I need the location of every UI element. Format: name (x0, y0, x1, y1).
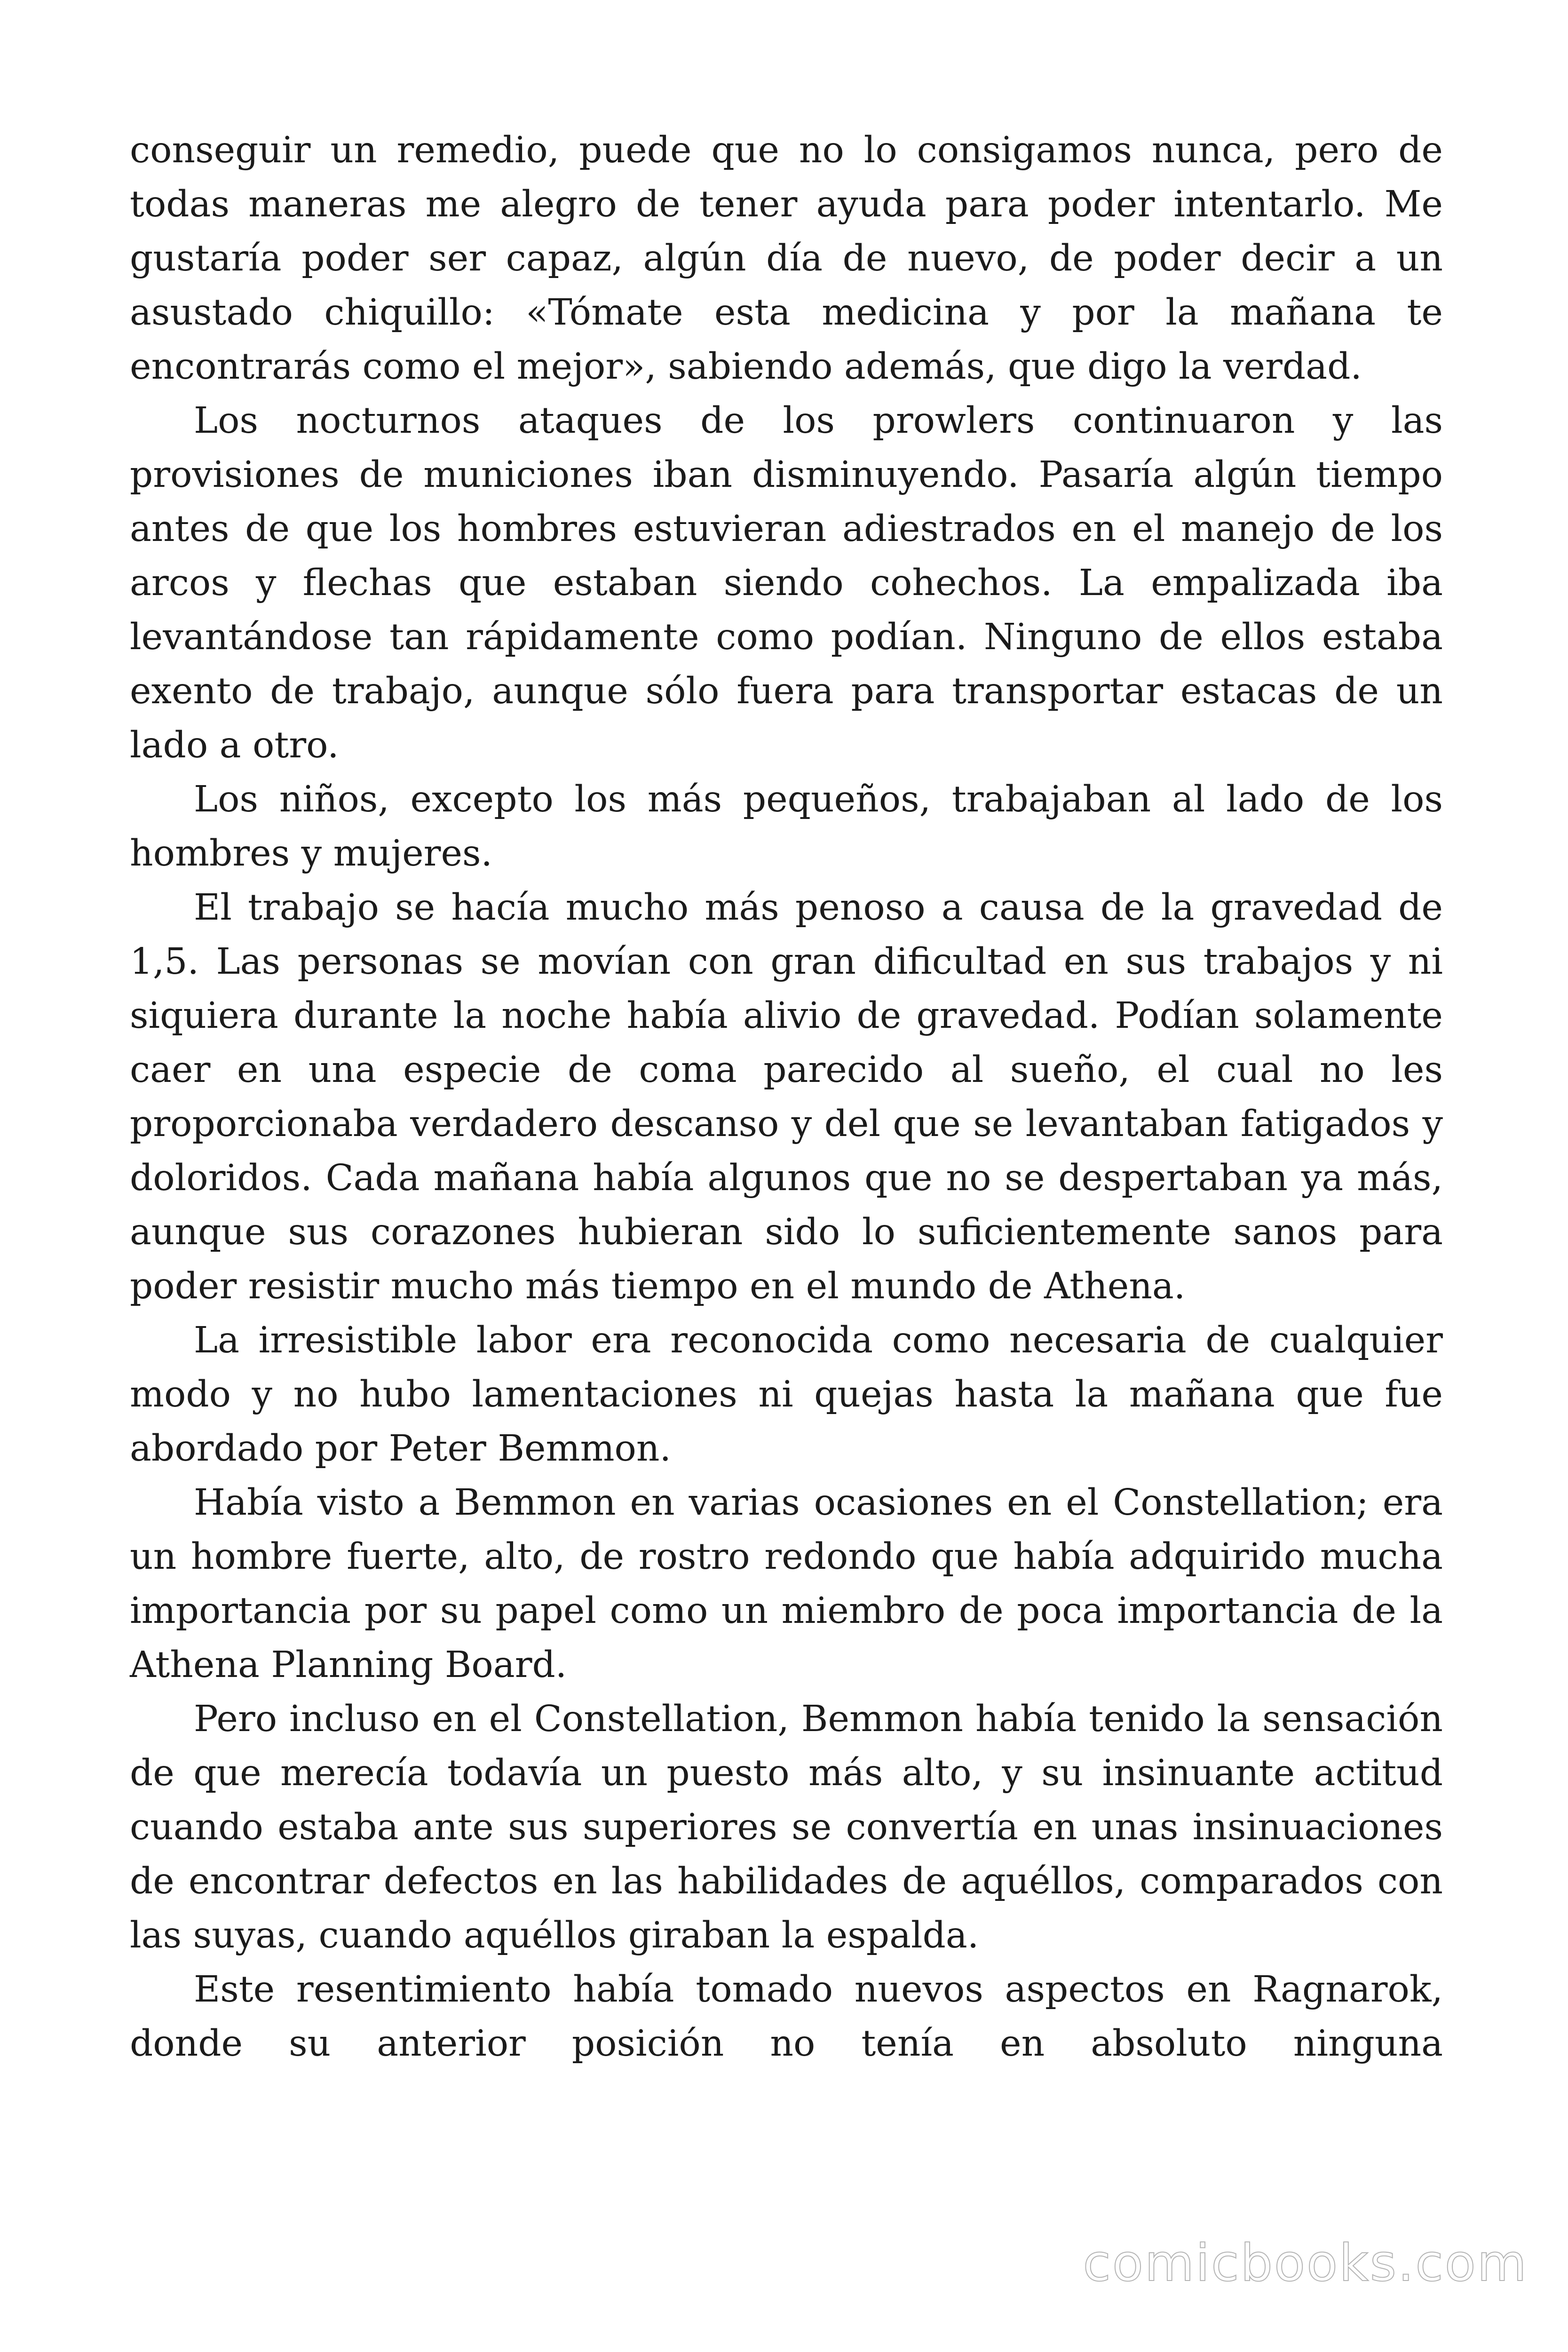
watermark: comicbooks.com (1083, 2234, 1528, 2293)
paragraph-8: Este resentimiento había tomado nuevos aspectos en Ragnarok, donde su anterior posición no tenía en absoluto ninguna (130, 1969, 1443, 2065)
paragraph-1: conseguir un remedio, puede que no lo consigamos nunca, pero de todas maneras me alegro de tener ayuda para poder intentarlo. Me gustaría poder ser capaz, algún día de nuevo, de poder decir a un asustado chiquillo: «Tómate esta medicina y por la mañana te encontrarás como el mejor», sabiendo además, que digo la verdad. (130, 129, 1443, 388)
paragraph-7: Pero incluso en el Constellation, Bemmon había tenido la sensación de que merecía todavía un puesto más alto, y su insinuante actitud cuando estaba ante sus superiores se convertía en unas insinuaciones de encontrar defectos en las habilidades de aquéllos, comparados con las suyas, cuando aquéllos giraban la espalda. (130, 1698, 1443, 1956)
paragraph-4: El trabajo se hacía mucho más penoso a causa de la gravedad de 1,5. Las personas se movían con gran dificultad en sus trabajos y ni siquiera durante la noche había alivio de gravedad. Podían solamente caer en una especie de coma parecido al sueño, el cual no les proporcionaba verdadero descanso y del que se levantaban fatigados y doloridos. Cada mañana había algunos que no se despertaban ya más, aunque sus corazones hubieran sido lo suficientemente sanos para poder resistir mucho más tiempo en el mundo de Athena. (130, 887, 1443, 1307)
paragraph-2: Los nocturnos ataques de los prowlers continuaron y las provisiones de municiones iban disminuyendo. Pasaría algún tiempo antes de que los hombres estuvieran adiestrados en el manejo de los arcos y flechas que estaban siendo cohechos. La empalizada iba levantándose tan rápidamente como podían. Ninguno de ellos estaba exento de trabajo, aunque sólo fuera para transportar estacas de un lado a otro. (130, 400, 1443, 766)
paragraph-6: Había visto a Bemmon en varias ocasiones en el Constellation; era un hombre fuerte, alto, de rostro redondo que había adquirido mucha importancia por su papel como un miembro de poca importancia de la Athena Planning Board. (130, 1482, 1443, 1686)
page-body (130, 123, 1443, 2071)
paragraph-3: Los niños, excepto los más pequeños, trabajaban al lado de los hombres y mujeres. (130, 779, 1443, 874)
paragraph-5: La irresistible labor era reconocida como necesaria de cualquier modo y no hubo lamentaciones ni quejas hasta la mañana que fue abordado por Peter Bemmon. (130, 1319, 1443, 1470)
